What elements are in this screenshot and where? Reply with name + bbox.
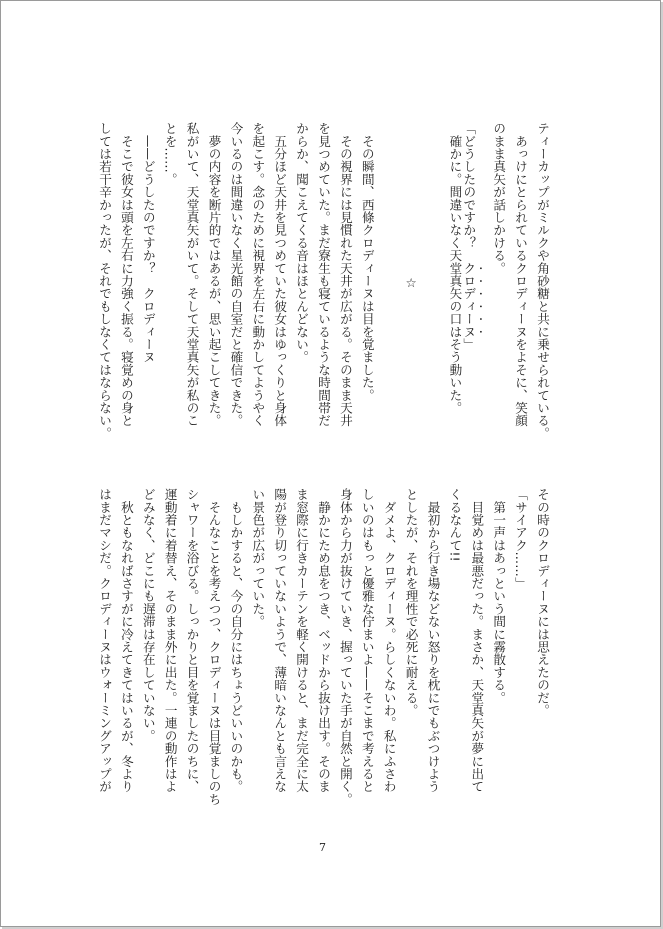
text-line: どみなく、どこにも遅滞は存在していない。	[140, 488, 156, 742]
text-line: シャワーを浴びる。しっかりと目を覚ましたのちに、	[184, 488, 200, 793]
blank-line	[426, 122, 440, 444]
text-line: あっけにとられているクロディーヌをよそに、笑顔	[513, 122, 529, 427]
star-section-break-icon: ☆	[403, 275, 419, 291]
text-line: 運動着に着替え、そのまま外に出た。一連の動作はよ	[162, 488, 178, 793]
text-line: 夢の内容を断片的ではあるが、思い起こしてきた。	[206, 122, 222, 427]
page-number: 7	[319, 841, 326, 854]
text-line: 静かにため息をつき、ベッドから抜け出す。そのま	[316, 488, 331, 793]
text-line: い景色が広がっていた。	[250, 488, 266, 628]
text-line: としたが、それを理性で必死に耐える。	[403, 488, 419, 717]
blank-line	[382, 122, 396, 444]
text-line: 五分ほど天井を見つめていた彼女はゆっくりと身体	[272, 122, 288, 427]
text-line: しては若干辛かったが、それでもしなくてはならない。	[97, 122, 112, 440]
text-line: しいのはもっと優雅な佇まいよ——そこまで考えると	[359, 488, 375, 793]
text-line: を起こす。念のために視界を左右に動かしてようやく	[250, 122, 266, 427]
text-line: を見つめていた。まだ寮生も寝ているような時間帯だ	[316, 122, 331, 427]
text-line: 身体から力が抜けていき、握っていた手が自然と開く。	[337, 488, 353, 806]
text-line: 第一声はあっという間に霧散する。	[491, 488, 507, 704]
text-line	[461, 122, 483, 444]
text-line: ティーカップがミルクや角砂糖と共に乗せられている。	[535, 122, 550, 440]
text-line: くるなんて!!	[447, 488, 463, 562]
text-line: ダメよ、クロディーヌ。らしくないわ。私にふさわ	[381, 488, 397, 793]
text-segment: 」	[461, 337, 477, 351]
text-line: ま窓際に行きカーテンを軽く開けると、まだ完全に太	[294, 488, 310, 793]
text-line: 私がいて、天堂真矢がいて。そして天堂真矢が私のこ	[184, 122, 200, 427]
text-line: その瞬間、西條クロディーヌは目を覚ました。	[359, 122, 375, 402]
text-line: そんなことを考えつつ、クロディーヌは目覚ましのち	[206, 488, 222, 806]
text-line: その視界には見慣れた天井が広がる。そのまま天井	[337, 122, 353, 427]
text-line: ——どうしたのですか？ クロディーヌ	[140, 122, 156, 364]
text-line: 確かに。間違いなく天堂真矢の口はそう動いた。	[447, 122, 463, 415]
text-line: からか、聞こえてくる音はほとんどない。	[294, 122, 310, 364]
emphasized-text: クロディーヌ	[461, 261, 477, 338]
text-line: もしかすると、今の自分にはちょうどいいのかも。	[228, 488, 244, 793]
text-line: 目覚めは最悪だった。まさか、天堂真矢が夢に出て	[469, 488, 485, 793]
text-line: 「サイアク……」	[513, 488, 529, 590]
text-line: 最初から行き場などない怒りを枕にでもぶつけよう	[425, 488, 441, 793]
text-line: とを……。	[162, 122, 178, 186]
text-segment: 「どうしたのですか？	[461, 122, 477, 262]
text-line: はまだマシだ。クロディーヌはウォーミングアップが	[97, 488, 112, 793]
text-line: 秋ともなればさすがに冷えてきてはいるが、冬より	[118, 488, 134, 793]
text-line: その時のクロディーヌには思えたのだ。	[535, 488, 550, 717]
text-line: 今いるのは間違いなく星光館の自室だと確信できた。	[228, 122, 244, 427]
text-line: 陽が登り切っていないようで、薄暗いなんとも言えな	[272, 488, 288, 793]
text-line: のまま真矢が話しかける。	[491, 122, 507, 275]
text-line: そこで彼女は頭を左右に力強く振る。寝覚めの身と	[118, 122, 134, 427]
